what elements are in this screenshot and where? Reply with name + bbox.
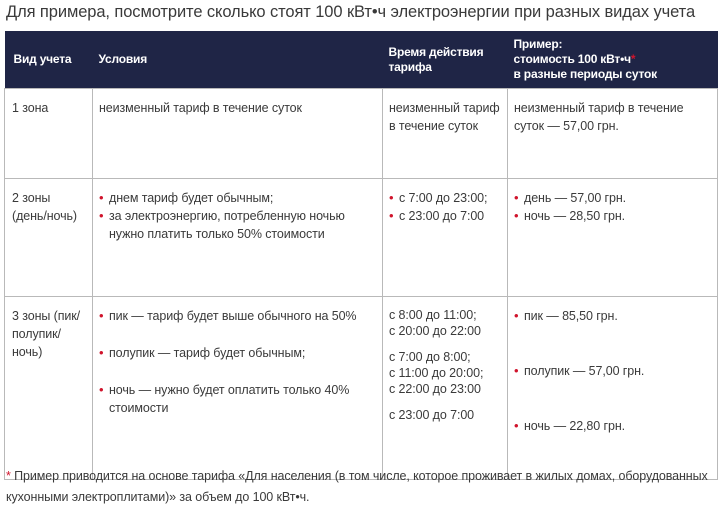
list-item: • полупик — 57,00 грн.: [514, 363, 645, 378]
header-example: [508, 31, 718, 89]
header-example-line2: стоимость 100 кВт•ч: [513, 52, 631, 66]
bullet-icon: •: [99, 345, 104, 360]
cell-time: неизменный тариф в течение суток: [383, 89, 508, 179]
header-conditions: Условия: [93, 31, 383, 89]
cell-time: [383, 297, 508, 480]
time-range: с 23:00 до 7:00: [389, 408, 475, 422]
list-item: • полупик — тариф будет обычным;: [99, 345, 306, 360]
time-range: с 7:00 до 8:00;: [389, 350, 471, 364]
list-item: • день — 57,00 грн.: [514, 190, 627, 205]
tariff-table: [4, 31, 718, 480]
cell-conditions: неизменный тариф в течение суток: [93, 89, 383, 179]
list-item: • с 23:00 до 7:00: [389, 208, 485, 223]
footnote: [6, 466, 712, 508]
bullet-icon: •: [99, 308, 104, 323]
cell-conditions: [93, 297, 383, 480]
bullet-icon: •: [514, 418, 519, 433]
cell-example: неизменный тариф в течение суток — 57,00 грн.: [508, 89, 718, 179]
header-example-line3: в разные периоды суток: [513, 67, 657, 81]
cell-conditions: [93, 179, 383, 297]
time-range: с 20:00 до 22:00: [389, 324, 481, 338]
bullet-icon: •: [389, 190, 394, 205]
list-item: • ночь — 28,50 грн.: [514, 208, 625, 223]
bullet-icon: •: [514, 208, 519, 223]
list-item: • пик — тариф будет выше обычного на 50%: [99, 308, 357, 323]
cell-example: [508, 297, 718, 480]
header-time-line1: Время действия: [388, 44, 484, 59]
list-item: • за электроэнергию, потребленную ночью нужно платить только 50% стоимости: [99, 208, 345, 241]
footnote-text: Пример приводится на основе тарифа «Для населения (в том числе, которое проживает в жилых домах, оборудованных кухонными электроплитами)» за объем до 100 кВт•ч.: [6, 469, 708, 504]
bullet-icon: •: [99, 382, 104, 397]
cell-type: 3 зоны (пик/ полупик/ ночь): [5, 297, 93, 480]
header-time: [383, 31, 508, 89]
bullet-icon: •: [514, 308, 519, 323]
time-range: с 22:00 до 23:00: [389, 382, 481, 396]
table-header-row: [5, 31, 718, 89]
table-row: [5, 179, 718, 297]
bullet-icon: •: [514, 190, 519, 205]
list-item: • ночь — нужно будет оплатить только 40% стоимости: [99, 382, 350, 415]
time-range: с 11:00 до 20:00;: [389, 366, 484, 380]
cell-time: [383, 179, 508, 297]
list-item: • днем тариф будет обычным;: [99, 190, 274, 205]
bullet-icon: •: [99, 190, 104, 205]
page-heading: Для примера, посмотрите сколько стоят 100 кВт•ч электроэнергии при разных видах учета: [6, 3, 696, 21]
bullet-icon: •: [514, 363, 519, 378]
bullet-icon: •: [99, 208, 104, 223]
header-type: Вид учета: [5, 31, 93, 89]
list-item: • с 7:00 до 23:00;: [389, 190, 488, 205]
table-row: [5, 297, 718, 480]
list-item: • ночь — 22,80 грн.: [514, 418, 625, 433]
header-time-line2: тарифа: [388, 59, 432, 74]
table-row: [5, 89, 718, 179]
cell-example: [508, 179, 718, 297]
list-item: • пик — 85,50 грн.: [514, 308, 618, 323]
footnote-star: *: [6, 469, 11, 483]
cell-type: 1 зона: [5, 89, 93, 179]
header-example-line1: Пример:: [513, 37, 563, 51]
cell-type: 2 зоны (день/ночь): [5, 179, 93, 297]
header-example-star: *: [630, 52, 636, 66]
bullet-icon: •: [389, 208, 394, 223]
time-range: с 8:00 до 11:00;: [389, 308, 477, 322]
